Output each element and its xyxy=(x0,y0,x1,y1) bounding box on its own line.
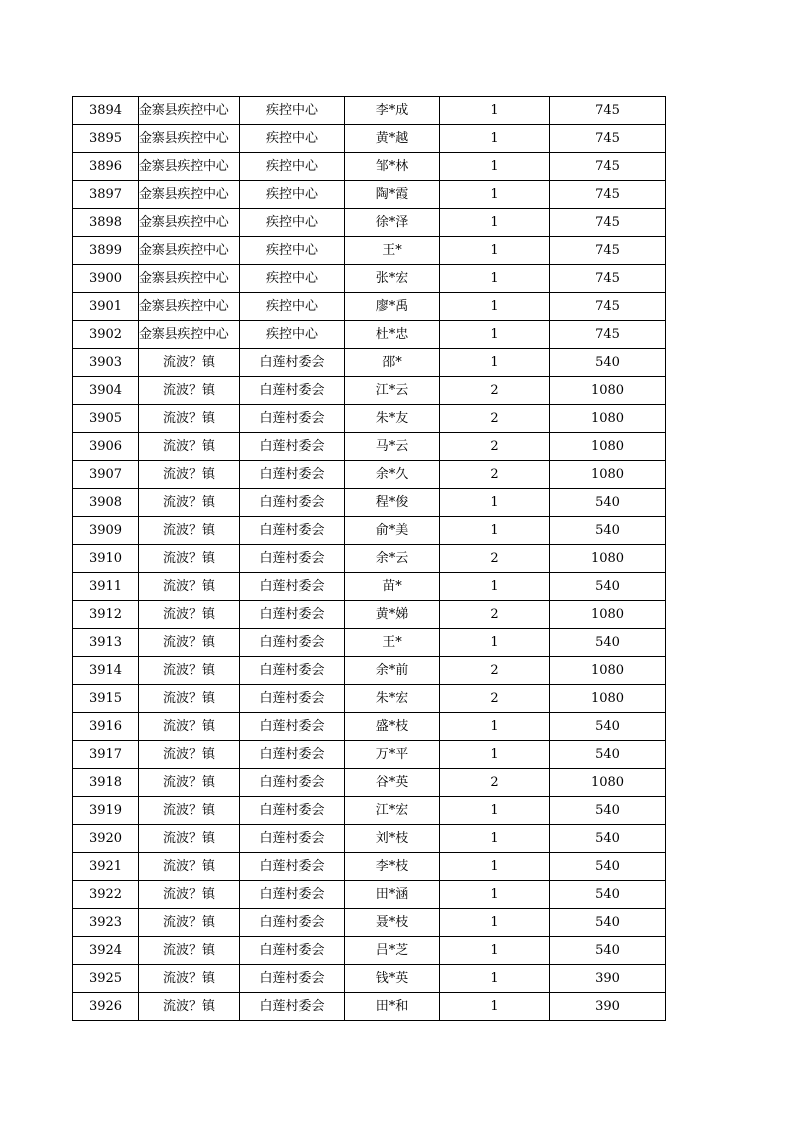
serial-number-cell: 3923 xyxy=(73,909,139,937)
person-name-cell: 邵* xyxy=(345,349,440,377)
amount-cell: 540 xyxy=(550,573,666,601)
count-cell: 2 xyxy=(440,601,550,629)
person-name-cell: 朱*友 xyxy=(345,405,440,433)
person-name-cell: 余*前 xyxy=(345,657,440,685)
amount-cell: 1080 xyxy=(550,433,666,461)
unit-cell: 流波？镇 xyxy=(139,881,240,909)
person-name-cell: 陶*霞 xyxy=(345,181,440,209)
table-row xyxy=(73,825,666,853)
amount-cell: 745 xyxy=(550,181,666,209)
serial-number-cell: 3915 xyxy=(73,685,139,713)
count-cell: 1 xyxy=(440,825,550,853)
department-cell: 白莲村委会 xyxy=(240,993,345,1021)
table-row xyxy=(73,965,666,993)
department-cell: 白莲村委会 xyxy=(240,825,345,853)
amount-cell: 1080 xyxy=(550,657,666,685)
department-cell: 白莲村委会 xyxy=(240,965,345,993)
unit-cell: 流波？镇 xyxy=(139,937,240,965)
amount-cell: 745 xyxy=(550,237,666,265)
person-name-cell: 朱*宏 xyxy=(345,685,440,713)
serial-number-cell: 3905 xyxy=(73,405,139,433)
amount-cell: 540 xyxy=(550,825,666,853)
table-row xyxy=(73,573,666,601)
unit-cell: 流波？镇 xyxy=(139,629,240,657)
amount-cell: 745 xyxy=(550,293,666,321)
department-cell: 白莲村委会 xyxy=(240,629,345,657)
person-name-cell: 苗* xyxy=(345,573,440,601)
department-cell: 白莲村委会 xyxy=(240,881,345,909)
count-cell: 2 xyxy=(440,433,550,461)
amount-cell: 1080 xyxy=(550,405,666,433)
count-cell: 1 xyxy=(440,153,550,181)
unit-cell: 流波？镇 xyxy=(139,601,240,629)
unit-cell: 流波？镇 xyxy=(139,797,240,825)
unit-cell: 金寨县疾控中心 xyxy=(139,321,240,349)
count-cell: 1 xyxy=(440,97,550,125)
department-cell: 疾控中心 xyxy=(240,181,345,209)
person-name-cell: 俞*美 xyxy=(345,517,440,545)
unit-cell: 流波？镇 xyxy=(139,545,240,573)
table-row xyxy=(73,853,666,881)
department-cell: 白莲村委会 xyxy=(240,461,345,489)
serial-number-cell: 3903 xyxy=(73,349,139,377)
table-row xyxy=(73,433,666,461)
unit-cell: 流波？镇 xyxy=(139,461,240,489)
person-name-cell: 钱*英 xyxy=(345,965,440,993)
serial-number-cell: 3922 xyxy=(73,881,139,909)
serial-number-cell: 3900 xyxy=(73,265,139,293)
table-row xyxy=(73,265,666,293)
person-name-cell: 徐*泽 xyxy=(345,209,440,237)
amount-cell: 745 xyxy=(550,209,666,237)
unit-cell: 金寨县疾控中心 xyxy=(139,125,240,153)
amount-cell: 390 xyxy=(550,965,666,993)
table-row xyxy=(73,489,666,517)
table-row xyxy=(73,209,666,237)
count-cell: 1 xyxy=(440,909,550,937)
person-name-cell: 田*涵 xyxy=(345,881,440,909)
count-cell: 1 xyxy=(440,881,550,909)
amount-cell: 390 xyxy=(550,993,666,1021)
serial-number-cell: 3918 xyxy=(73,769,139,797)
table-row xyxy=(73,713,666,741)
amount-cell: 540 xyxy=(550,909,666,937)
person-name-cell: 王* xyxy=(345,629,440,657)
person-name-cell: 李*枝 xyxy=(345,853,440,881)
person-name-cell: 江*云 xyxy=(345,377,440,405)
amount-cell: 540 xyxy=(550,937,666,965)
department-cell: 白莲村委会 xyxy=(240,769,345,797)
unit-cell: 流波？镇 xyxy=(139,489,240,517)
department-cell: 疾控中心 xyxy=(240,237,345,265)
amount-cell: 540 xyxy=(550,517,666,545)
table-row xyxy=(73,685,666,713)
department-cell: 疾控中心 xyxy=(240,321,345,349)
serial-number-cell: 3911 xyxy=(73,573,139,601)
unit-cell: 金寨县疾控中心 xyxy=(139,181,240,209)
count-cell: 2 xyxy=(440,657,550,685)
unit-cell: 流波？镇 xyxy=(139,349,240,377)
count-cell: 1 xyxy=(440,741,550,769)
person-name-cell: 万*平 xyxy=(345,741,440,769)
unit-cell: 流波？镇 xyxy=(139,965,240,993)
serial-number-cell: 3908 xyxy=(73,489,139,517)
table-row xyxy=(73,657,666,685)
amount-cell: 1080 xyxy=(550,461,666,489)
person-name-cell: 程*俊 xyxy=(345,489,440,517)
unit-cell: 流波？镇 xyxy=(139,405,240,433)
amount-cell: 540 xyxy=(550,797,666,825)
table-row xyxy=(73,601,666,629)
serial-number-cell: 3909 xyxy=(73,517,139,545)
person-name-cell: 盛*枝 xyxy=(345,713,440,741)
person-name-cell: 余*云 xyxy=(345,545,440,573)
count-cell: 1 xyxy=(440,209,550,237)
department-cell: 白莲村委会 xyxy=(240,909,345,937)
count-cell: 1 xyxy=(440,293,550,321)
serial-number-cell: 3895 xyxy=(73,125,139,153)
serial-number-cell: 3906 xyxy=(73,433,139,461)
serial-number-cell: 3894 xyxy=(73,97,139,125)
count-cell: 1 xyxy=(440,573,550,601)
unit-cell: 金寨县疾控中心 xyxy=(139,97,240,125)
department-cell: 疾控中心 xyxy=(240,125,345,153)
table-row xyxy=(73,377,666,405)
person-name-cell: 张*宏 xyxy=(345,265,440,293)
department-cell: 白莲村委会 xyxy=(240,657,345,685)
department-cell: 白莲村委会 xyxy=(240,853,345,881)
unit-cell: 流波？镇 xyxy=(139,573,240,601)
serial-number-cell: 3897 xyxy=(73,181,139,209)
count-cell: 1 xyxy=(440,629,550,657)
amount-cell: 1080 xyxy=(550,601,666,629)
department-cell: 白莲村委会 xyxy=(240,685,345,713)
count-cell: 1 xyxy=(440,965,550,993)
amount-cell: 745 xyxy=(550,321,666,349)
amount-cell: 745 xyxy=(550,153,666,181)
unit-cell: 金寨县疾控中心 xyxy=(139,265,240,293)
person-name-cell: 聂*枝 xyxy=(345,909,440,937)
amount-cell: 540 xyxy=(550,881,666,909)
person-name-cell: 吕*芝 xyxy=(345,937,440,965)
serial-number-cell: 3916 xyxy=(73,713,139,741)
serial-number-cell: 3913 xyxy=(73,629,139,657)
person-name-cell: 王* xyxy=(345,237,440,265)
table-row xyxy=(73,405,666,433)
serial-number-cell: 3899 xyxy=(73,237,139,265)
unit-cell: 流波？镇 xyxy=(139,993,240,1021)
count-cell: 2 xyxy=(440,461,550,489)
table-row xyxy=(73,797,666,825)
department-cell: 白莲村委会 xyxy=(240,573,345,601)
serial-number-cell: 3924 xyxy=(73,937,139,965)
amount-cell: 1080 xyxy=(550,545,666,573)
count-cell: 1 xyxy=(440,853,550,881)
table-row xyxy=(73,349,666,377)
serial-number-cell: 3925 xyxy=(73,965,139,993)
person-name-cell: 廖*禹 xyxy=(345,293,440,321)
department-cell: 疾控中心 xyxy=(240,153,345,181)
person-name-cell: 江*宏 xyxy=(345,797,440,825)
count-cell: 1 xyxy=(440,797,550,825)
table-row xyxy=(73,321,666,349)
amount-cell: 745 xyxy=(550,97,666,125)
amount-cell: 540 xyxy=(550,349,666,377)
department-cell: 白莲村委会 xyxy=(240,937,345,965)
serial-number-cell: 3904 xyxy=(73,377,139,405)
serial-number-cell: 3914 xyxy=(73,657,139,685)
serial-number-cell: 3921 xyxy=(73,853,139,881)
unit-cell: 流波？镇 xyxy=(139,433,240,461)
count-cell: 1 xyxy=(440,937,550,965)
unit-cell: 流波？镇 xyxy=(139,853,240,881)
unit-cell: 流波？镇 xyxy=(139,685,240,713)
serial-number-cell: 3910 xyxy=(73,545,139,573)
count-cell: 1 xyxy=(440,321,550,349)
unit-cell: 金寨县疾控中心 xyxy=(139,237,240,265)
table-row xyxy=(73,769,666,797)
serial-number-cell: 3896 xyxy=(73,153,139,181)
person-name-cell: 马*云 xyxy=(345,433,440,461)
person-name-cell: 邹*林 xyxy=(345,153,440,181)
table-row xyxy=(73,237,666,265)
unit-cell: 流波？镇 xyxy=(139,825,240,853)
count-cell: 1 xyxy=(440,517,550,545)
unit-cell: 流波？镇 xyxy=(139,909,240,937)
amount-cell: 540 xyxy=(550,741,666,769)
person-name-cell: 杜*忠 xyxy=(345,321,440,349)
table-body xyxy=(73,97,666,1021)
department-cell: 疾控中心 xyxy=(240,97,345,125)
department-cell: 白莲村委会 xyxy=(240,349,345,377)
table-row xyxy=(73,741,666,769)
department-cell: 白莲村委会 xyxy=(240,433,345,461)
table-row xyxy=(73,993,666,1021)
table-row xyxy=(73,461,666,489)
count-cell: 2 xyxy=(440,545,550,573)
serial-number-cell: 3907 xyxy=(73,461,139,489)
person-name-cell: 黄*越 xyxy=(345,125,440,153)
department-cell: 白莲村委会 xyxy=(240,489,345,517)
serial-number-cell: 3917 xyxy=(73,741,139,769)
unit-cell: 流波？镇 xyxy=(139,517,240,545)
amount-cell: 745 xyxy=(550,265,666,293)
unit-cell: 流波？镇 xyxy=(139,769,240,797)
amount-cell: 745 xyxy=(550,125,666,153)
count-cell: 2 xyxy=(440,769,550,797)
amount-cell: 540 xyxy=(550,713,666,741)
count-cell: 2 xyxy=(440,685,550,713)
count-cell: 1 xyxy=(440,349,550,377)
amount-cell: 540 xyxy=(550,629,666,657)
department-cell: 白莲村委会 xyxy=(240,741,345,769)
amount-cell: 1080 xyxy=(550,769,666,797)
table-row xyxy=(73,909,666,937)
count-cell: 1 xyxy=(440,125,550,153)
department-cell: 白莲村委会 xyxy=(240,405,345,433)
table-row xyxy=(73,545,666,573)
amount-cell: 1080 xyxy=(550,685,666,713)
unit-cell: 流波？镇 xyxy=(139,741,240,769)
department-cell: 疾控中心 xyxy=(240,209,345,237)
serial-number-cell: 3920 xyxy=(73,825,139,853)
count-cell: 1 xyxy=(440,237,550,265)
department-cell: 白莲村委会 xyxy=(240,545,345,573)
person-name-cell: 谷*英 xyxy=(345,769,440,797)
count-cell: 1 xyxy=(440,489,550,517)
serial-number-cell: 3912 xyxy=(73,601,139,629)
serial-number-cell: 3926 xyxy=(73,993,139,1021)
table-row xyxy=(73,125,666,153)
unit-cell: 流波？镇 xyxy=(139,713,240,741)
table-row xyxy=(73,97,666,125)
department-cell: 白莲村委会 xyxy=(240,377,345,405)
amount-cell: 540 xyxy=(550,489,666,517)
serial-number-cell: 3901 xyxy=(73,293,139,321)
person-name-cell: 余*久 xyxy=(345,461,440,489)
count-cell: 1 xyxy=(440,265,550,293)
department-cell: 白莲村委会 xyxy=(240,517,345,545)
amount-cell: 1080 xyxy=(550,377,666,405)
department-cell: 白莲村委会 xyxy=(240,797,345,825)
person-name-cell: 李*成 xyxy=(345,97,440,125)
table-row xyxy=(73,881,666,909)
count-cell: 2 xyxy=(440,377,550,405)
count-cell: 1 xyxy=(440,993,550,1021)
unit-cell: 流波？镇 xyxy=(139,377,240,405)
department-cell: 疾控中心 xyxy=(240,293,345,321)
unit-cell: 金寨县疾控中心 xyxy=(139,153,240,181)
unit-cell: 金寨县疾控中心 xyxy=(139,293,240,321)
department-cell: 白莲村委会 xyxy=(240,713,345,741)
count-cell: 2 xyxy=(440,405,550,433)
table-row xyxy=(73,937,666,965)
table-row xyxy=(73,153,666,181)
count-cell: 1 xyxy=(440,713,550,741)
serial-number-cell: 3919 xyxy=(73,797,139,825)
subsidy-table xyxy=(72,96,666,1021)
table-row xyxy=(73,517,666,545)
table-row xyxy=(73,181,666,209)
person-name-cell: 黄*娣 xyxy=(345,601,440,629)
unit-cell: 金寨县疾控中心 xyxy=(139,209,240,237)
serial-number-cell: 3898 xyxy=(73,209,139,237)
count-cell: 1 xyxy=(440,181,550,209)
table-row xyxy=(73,629,666,657)
person-name-cell: 田*和 xyxy=(345,993,440,1021)
department-cell: 疾控中心 xyxy=(240,265,345,293)
person-name-cell: 刘*枝 xyxy=(345,825,440,853)
serial-number-cell: 3902 xyxy=(73,321,139,349)
department-cell: 白莲村委会 xyxy=(240,601,345,629)
amount-cell: 540 xyxy=(550,853,666,881)
table-row xyxy=(73,293,666,321)
unit-cell: 流波？镇 xyxy=(139,657,240,685)
